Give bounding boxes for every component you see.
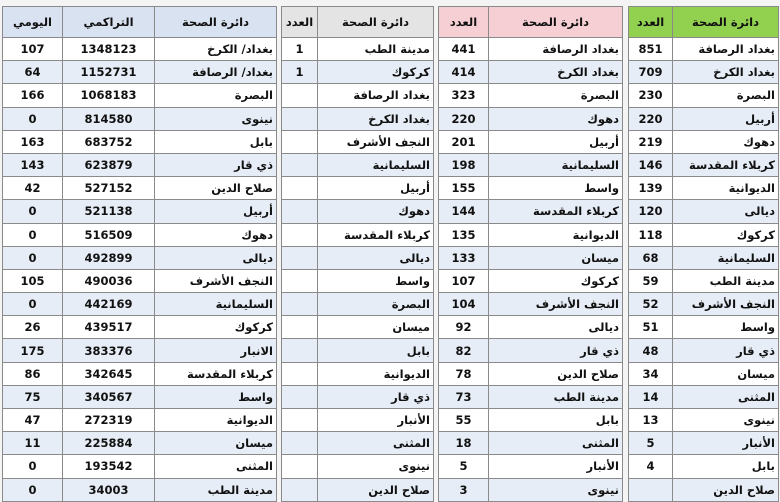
table-row (629, 38, 779, 61)
count-cell: 48 (629, 339, 673, 362)
count-cell (282, 339, 318, 362)
daily-cell: 47 (3, 409, 63, 432)
dept-cell: ذي قار (318, 385, 434, 408)
dept-cell: ذي قار (489, 339, 623, 362)
count-cell: 155 (439, 177, 489, 200)
count-cell: 135 (439, 223, 489, 246)
dept-cell: الأنبار (489, 455, 623, 478)
table-row (629, 107, 779, 130)
dept-cell: دهوك (489, 107, 623, 130)
count-cell (282, 293, 318, 316)
table-row (3, 293, 277, 316)
dept-cell: بابل (489, 409, 623, 432)
table-row (282, 38, 434, 61)
table-row (282, 478, 434, 501)
dept-cell: الديوانية (489, 223, 623, 246)
table-row (3, 223, 277, 246)
table-row (3, 316, 277, 339)
dept-cell: الانبار (155, 339, 277, 362)
dept-cell: النجف الأشرف (318, 130, 434, 153)
table-row (439, 478, 623, 501)
dept-cell: صلاح الدين (155, 177, 277, 200)
count-cell: 5 (439, 455, 489, 478)
count-cell (282, 269, 318, 292)
cumulative-cell: 342645 (63, 362, 155, 385)
count-cell: 78 (439, 362, 489, 385)
table-row (282, 316, 434, 339)
table-row (439, 362, 623, 385)
cumulative-cell: 1068183 (63, 84, 155, 107)
table-row (282, 246, 434, 269)
dept-cell: دهوك (673, 130, 779, 153)
cumulative-cell: 521138 (63, 200, 155, 223)
dept-cell: واسط (489, 177, 623, 200)
count-cell: 3 (439, 478, 489, 501)
count-cell: 92 (439, 316, 489, 339)
table-row (439, 153, 623, 176)
daily-cell: 11 (3, 432, 63, 455)
cumulative-cell: 34003 (63, 478, 155, 501)
dept-cell: بغداد الرصافة (673, 38, 779, 61)
count-cell: 133 (439, 246, 489, 269)
dept-cell: السليمانية (318, 153, 434, 176)
table-row (282, 107, 434, 130)
dept-cell: الديوانية (318, 362, 434, 385)
dept-cell: بغداد/ الكرخ (155, 38, 277, 61)
table-row (439, 38, 623, 61)
cumulative-cell: 623879 (63, 153, 155, 176)
dept-cell: مدينة الطب (318, 38, 434, 61)
header-dept: دائرة الصحة (318, 7, 434, 38)
table-row (282, 339, 434, 362)
count-cell: 139 (629, 177, 673, 200)
count-cell (282, 455, 318, 478)
table-row (439, 61, 623, 84)
cumulative-cell: 814580 (63, 107, 155, 130)
table-row (629, 200, 779, 223)
count-cell: 5 (629, 432, 673, 455)
table-row (282, 432, 434, 455)
daily-cell: 107 (3, 38, 63, 61)
count-cell: 851 (629, 38, 673, 61)
count-cell: 118 (629, 223, 673, 246)
dept-cell: ذي قار (155, 153, 277, 176)
daily-cell: 0 (3, 107, 63, 130)
count-cell (282, 107, 318, 130)
table-row (3, 200, 277, 223)
table-row (439, 316, 623, 339)
table-row (629, 223, 779, 246)
table-row (629, 455, 779, 478)
dept-cell: كربلاء المقدسة (155, 362, 277, 385)
count-cell (282, 130, 318, 153)
table-row (439, 107, 623, 130)
table-row (282, 409, 434, 432)
dept-cell: الديوانية (673, 177, 779, 200)
cumulative-cell: 272319 (63, 409, 155, 432)
dept-cell: بابل (318, 339, 434, 362)
table-row (439, 339, 623, 362)
count-cell (282, 84, 318, 107)
count-cell: 104 (439, 293, 489, 316)
table-row (3, 107, 277, 130)
pink-count-table (438, 6, 623, 502)
dept-cell: البصرة (489, 84, 623, 107)
table-row (629, 362, 779, 385)
table-row (439, 223, 623, 246)
table-row (3, 38, 277, 61)
table-row (629, 177, 779, 200)
dept-cell: ميسان (318, 316, 434, 339)
daily-cell: 166 (3, 84, 63, 107)
table-row (629, 432, 779, 455)
table-row (3, 153, 277, 176)
count-cell: 414 (439, 61, 489, 84)
table-row (3, 269, 277, 292)
table-row (439, 200, 623, 223)
table-row (3, 478, 277, 501)
dept-cell: نينوى (489, 478, 623, 501)
table-row (629, 409, 779, 432)
table-row (439, 432, 623, 455)
table-row (629, 130, 779, 153)
count-cell: 144 (439, 200, 489, 223)
dept-cell: السليمانية (155, 293, 277, 316)
header-dept: دائرة الصحة (489, 7, 623, 38)
count-cell: 55 (439, 409, 489, 432)
table-row (629, 339, 779, 362)
dept-cell: مدينة الطب (489, 385, 623, 408)
count-cell: 120 (629, 200, 673, 223)
count-cell: 709 (629, 61, 673, 84)
count-cell: 34 (629, 362, 673, 385)
table-row (282, 269, 434, 292)
table-row (282, 385, 434, 408)
dept-cell: النجف الأشرف (489, 293, 623, 316)
count-cell (282, 432, 318, 455)
header-dept: دائرة الصحة (673, 7, 779, 38)
count-cell (282, 246, 318, 269)
table-row (282, 293, 434, 316)
table-row (282, 84, 434, 107)
dept-cell: أربيل (673, 107, 779, 130)
dept-cell: ديالى (489, 316, 623, 339)
count-cell: 146 (629, 153, 673, 176)
count-cell (282, 153, 318, 176)
gray-count-table (281, 6, 434, 502)
table-row (439, 455, 623, 478)
count-cell (629, 478, 673, 501)
dept-cell: الأنبار (673, 432, 779, 455)
dept-cell: مدينة الطب (155, 478, 277, 501)
table-row (3, 130, 277, 153)
dept-cell: بغداد الكرخ (489, 61, 623, 84)
dept-cell: المثنى (318, 432, 434, 455)
dept-cell: أربيل (489, 130, 623, 153)
dept-cell: كربلاء المقدسة (318, 223, 434, 246)
daily-cell: 0 (3, 478, 63, 501)
dept-cell: المثنى (489, 432, 623, 455)
daily-cell: 42 (3, 177, 63, 200)
dept-cell: البصرة (155, 84, 277, 107)
dept-cell: واسط (318, 269, 434, 292)
dept-cell: ميسان (489, 246, 623, 269)
table-row (439, 130, 623, 153)
dept-cell: صلاح الدين (489, 362, 623, 385)
dept-cell: كركوك (155, 316, 277, 339)
table-row (3, 339, 277, 362)
daily-cell: 175 (3, 339, 63, 362)
count-cell: 220 (439, 107, 489, 130)
count-cell: 73 (439, 385, 489, 408)
daily-cell: 105 (3, 269, 63, 292)
table-row (439, 177, 623, 200)
count-cell: 18 (439, 432, 489, 455)
table-row (3, 84, 277, 107)
count-cell: 1 (282, 38, 318, 61)
cumulative-cell: 383376 (63, 339, 155, 362)
cumulative-cell: 490036 (63, 269, 155, 292)
daily-cumulative-table (2, 6, 277, 502)
dept-cell: كربلاء المقدسة (673, 153, 779, 176)
table-row (282, 177, 434, 200)
count-cell: 14 (629, 385, 673, 408)
table-row (3, 385, 277, 408)
table-row (629, 153, 779, 176)
dept-cell: نينوى (318, 455, 434, 478)
header-count: العدد (439, 7, 489, 38)
dept-cell: نينوى (155, 107, 277, 130)
dept-cell: نينوى (673, 409, 779, 432)
table-row (3, 455, 277, 478)
dept-cell: ميسان (673, 362, 779, 385)
count-cell: 198 (439, 153, 489, 176)
table-row (629, 61, 779, 84)
dept-cell: بغداد الرصافة (318, 84, 434, 107)
table-row (282, 362, 434, 385)
table-row (439, 246, 623, 269)
daily-cell: 0 (3, 223, 63, 246)
cumulative-cell: 225884 (63, 432, 155, 455)
daily-cell: 163 (3, 130, 63, 153)
daily-cell: 0 (3, 200, 63, 223)
dept-cell: الديوانية (155, 409, 277, 432)
count-cell (282, 316, 318, 339)
dept-cell: ديالى (155, 246, 277, 269)
table-row (282, 153, 434, 176)
table-row (282, 200, 434, 223)
table-row (629, 84, 779, 107)
table-row (629, 316, 779, 339)
dept-cell: البصرة (318, 293, 434, 316)
cumulative-cell: 193542 (63, 455, 155, 478)
dept-cell: بغداد الرصافة (489, 38, 623, 61)
count-cell (282, 409, 318, 432)
header-count: العدد (282, 7, 318, 38)
count-cell (282, 177, 318, 200)
table-row (3, 246, 277, 269)
table-row (282, 223, 434, 246)
table-row (282, 130, 434, 153)
header-daily: اليومي (3, 7, 63, 38)
daily-cell: 64 (3, 61, 63, 84)
header-dept: دائرة الصحة (155, 7, 277, 38)
dept-cell: كربلاء المقدسة (489, 200, 623, 223)
cumulative-cell: 439517 (63, 316, 155, 339)
daily-cell: 0 (3, 293, 63, 316)
table-row (3, 432, 277, 455)
count-cell (282, 478, 318, 501)
count-cell: 219 (629, 130, 673, 153)
table-row (629, 385, 779, 408)
table-row (439, 293, 623, 316)
dept-cell: كركوك (318, 61, 434, 84)
count-cell: 323 (439, 84, 489, 107)
dept-cell: المثنى (155, 455, 277, 478)
dept-cell: بابل (155, 130, 277, 153)
dept-cell: البصرة (673, 84, 779, 107)
daily-cell: 26 (3, 316, 63, 339)
dept-cell: واسط (673, 316, 779, 339)
cumulative-cell: 492899 (63, 246, 155, 269)
table-row (439, 84, 623, 107)
dept-cell: بغداد الكرخ (318, 107, 434, 130)
table-row (3, 362, 277, 385)
dept-cell: بابل (673, 455, 779, 478)
count-cell: 220 (629, 107, 673, 130)
cumulative-cell: 1348123 (63, 38, 155, 61)
count-cell (282, 385, 318, 408)
count-cell: 1 (282, 61, 318, 84)
dept-cell: ذي قار (673, 339, 779, 362)
daily-cell: 0 (3, 455, 63, 478)
table-row (629, 246, 779, 269)
dept-cell: دهوك (155, 223, 277, 246)
dept-cell: ميسان (155, 432, 277, 455)
count-cell: 107 (439, 269, 489, 292)
count-cell (282, 362, 318, 385)
cumulative-cell: 340567 (63, 385, 155, 408)
dept-cell: كركوك (673, 223, 779, 246)
count-cell: 68 (629, 246, 673, 269)
dept-cell: بغداد الكرخ (673, 61, 779, 84)
cumulative-cell: 442169 (63, 293, 155, 316)
dept-cell: صلاح الدين (673, 478, 779, 501)
table-row (439, 409, 623, 432)
dept-cell: ديالى (673, 200, 779, 223)
count-cell (282, 223, 318, 246)
table-row (3, 409, 277, 432)
cumulative-cell: 683752 (63, 130, 155, 153)
table-row (629, 478, 779, 501)
dept-cell: أربيل (155, 200, 277, 223)
count-cell: 441 (439, 38, 489, 61)
dept-cell: النجف الأشرف (673, 293, 779, 316)
table-row (439, 269, 623, 292)
dept-cell: صلاح الدين (318, 478, 434, 501)
table-row (629, 269, 779, 292)
header-cumulative: التراكمي (63, 7, 155, 38)
count-cell (282, 200, 318, 223)
count-cell: 82 (439, 339, 489, 362)
dept-cell: السليمانية (673, 246, 779, 269)
dept-cell: الأنبار (318, 409, 434, 432)
count-cell: 201 (439, 130, 489, 153)
dept-cell: كركوك (489, 269, 623, 292)
count-cell: 13 (629, 409, 673, 432)
dept-cell: المثنى (673, 385, 779, 408)
table-row (282, 455, 434, 478)
table-row (3, 61, 277, 84)
daily-cell: 0 (3, 246, 63, 269)
green-count-table (628, 6, 779, 502)
dept-cell: النجف الأشرف (155, 269, 277, 292)
count-cell: 59 (629, 269, 673, 292)
header-count: العدد (629, 7, 673, 38)
daily-cell: 143 (3, 153, 63, 176)
dept-cell: أربيل (318, 177, 434, 200)
table-row (629, 293, 779, 316)
count-cell: 51 (629, 316, 673, 339)
dept-cell: بغداد/ الرصافة (155, 61, 277, 84)
count-cell: 230 (629, 84, 673, 107)
table-row (3, 177, 277, 200)
cumulative-cell: 527152 (63, 177, 155, 200)
cumulative-cell: 516509 (63, 223, 155, 246)
dept-cell: السليمانية (489, 153, 623, 176)
table-row (282, 61, 434, 84)
daily-cell: 86 (3, 362, 63, 385)
cumulative-cell: 1152731 (63, 61, 155, 84)
dept-cell: دهوك (318, 200, 434, 223)
count-cell: 52 (629, 293, 673, 316)
table-row (439, 385, 623, 408)
dept-cell: واسط (155, 385, 277, 408)
daily-cell: 75 (3, 385, 63, 408)
dept-cell: ديالى (318, 246, 434, 269)
dept-cell: مدينة الطب (673, 269, 779, 292)
count-cell: 4 (629, 455, 673, 478)
